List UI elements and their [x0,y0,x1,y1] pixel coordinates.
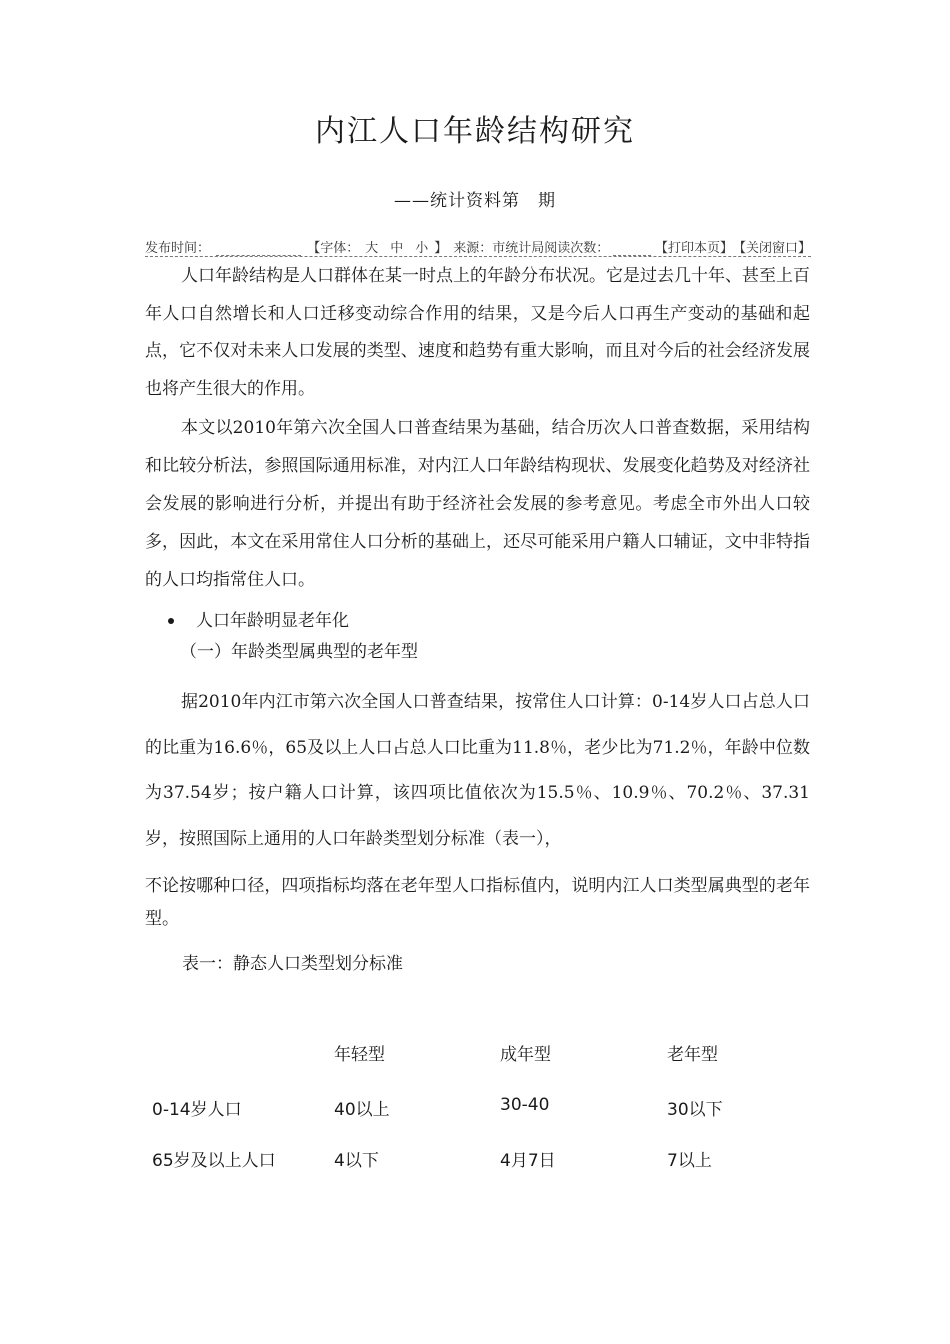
table-cell: 30-40 [500,1095,550,1115]
census-paragraph: 据2010年内江市第六次全国人口普查结果，按常住人口计算：0-14岁人口占总人口的比重为16.6％，65及以上人口占总人口比重为11.8％，老少比为71.2％，年龄中位数为37.54岁；按户籍人口计算，该四项比值依次为15.5％、10.9％、70.2％、37.31岁，按照国际上通用的人口年龄类型划分标准（表一）， [145,692,810,849]
page-subtitle: ——统计资料第 期 [394,191,556,211]
table-header-young: 年轻型 [334,1045,385,1065]
table-cell: 4以下 [334,1151,379,1171]
font-size-label: 【字体： [307,241,360,256]
table-cell: 30以下 [667,1100,723,1120]
publish-time-value [216,240,301,256]
page-title: 内江人口年龄结构研究 [315,114,635,149]
publish-time-label: 发布时间： [145,241,211,256]
table-cell: 4月7日 [500,1151,556,1171]
intro-paragraph: 人口年龄结构是人口群体在某一时点上的年龄分布状况。它是过去几十年、甚至上百年人口自然增长和人口迁移变动综合作用的结果，又是今后人口再生产变动的基础和起点，它不仅对未来人口发展的类型、速度和趋势有重大影响，而且对今后的社会经济发展也将产生很大的作用。 [145,266,810,399]
table-row-label-65plus: 65岁及以上人口 [152,1151,276,1171]
font-size-close: 】 [434,241,448,256]
font-small-link[interactable]: 小 [415,241,429,256]
font-medium-link[interactable]: 中 [390,241,404,256]
table-cell: 7以上 [667,1151,712,1171]
section-heading-text: 人口年龄明显老年化 [196,611,349,631]
table-header-adult: 成年型 [500,1045,551,1065]
font-large-link[interactable]: 大 [365,241,379,256]
subsection-heading: （一）年龄类型属典型的老年型 [180,642,418,662]
table-header-old: 老年型 [667,1045,718,1065]
close-window-link[interactable]: 【关闭窗口】 [732,241,811,256]
method-paragraph: 本文以2010年第六次全国人口普查结果为基础，结合历次人口普查数据，采用结构和比较分析法，参照国际通用标准，对内江人口年龄结构现状、发展变化趋势及对经济社会发展的影响进行分析，并提出有助于经济社会发展的参考意见。考虑全市外出人口较多，因此，本文在采用常住人口分析的基础上，还尽可能采用户籍人口辅证，文中非特指的人口均指常住人口。 [145,418,810,590]
table-caption: 表一：静态人口类型划分标准 [182,954,403,974]
bullet-dot-icon [168,618,174,624]
read-count-value [613,240,651,256]
census-paragraph-conclusion: 不论按哪种口径，四项指标均落在老年型人口指标值内，说明内江人口类型属典型的老年型。 [145,876,810,929]
read-count-label: 阅读次数： [544,241,610,256]
article-meta-bar [145,236,811,257]
section-heading [168,609,349,633]
table-row-label-0-14: 0-14岁人口 [152,1100,242,1120]
source-label: 来源：市统计局 [453,241,545,256]
print-page-link[interactable]: 【打印本页】 [654,241,733,256]
table-cell: 40以上 [334,1100,390,1120]
